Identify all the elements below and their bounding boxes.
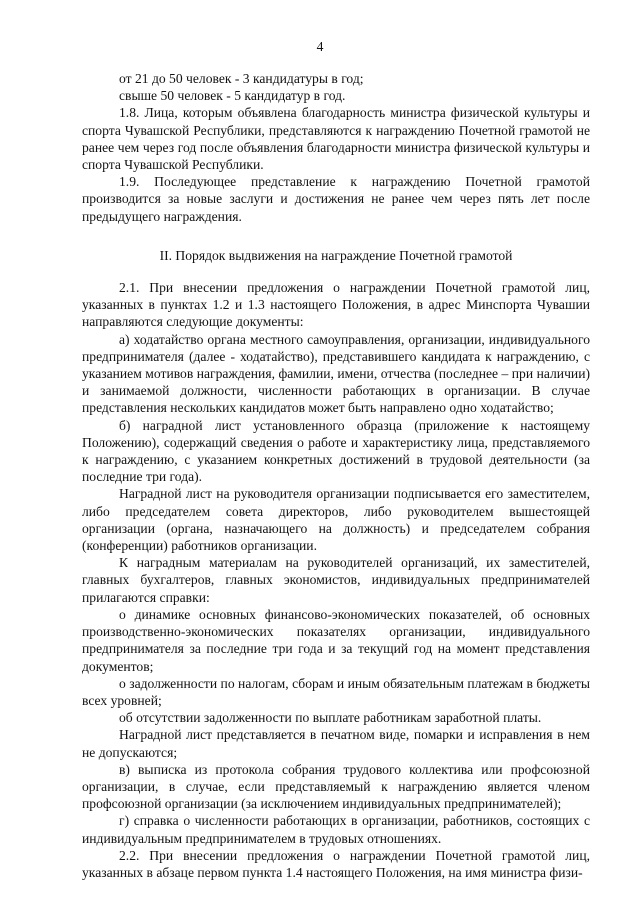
paragraph: 2.2. При внесении предложения о награждении Почетной грамотой лиц, указанных в абзаце первом пункта 1.4 настоящего Положения, на имя министра физи- xyxy=(82,847,590,880)
paragraph: г) справка о численности работающих в организации, работников, состоящих с индивидуальным предпринимателем в трудовых отношениях. xyxy=(82,813,590,846)
paragraph: а) ходатайство органа местного самоуправления, организации, индивидуального предпринимателя (далее - ходатайство), представившего кандидата к награждению, с указанием мотивов награждения, фамилии, имени, отчества (последнее – при наличии) и занимаемой должности, численности работающих в организации. В случае представления нескольких кандидатов может быть направлено одно ходатайство; xyxy=(82,331,590,416)
paragraph: 2.1. При внесении предложения о награждении Почетной грамотой лиц, указанных в пунктах 1.2 и 1.3 настоящего Положения, в адрес Минспорта Чувашии направляются следующие документы: xyxy=(82,280,590,330)
paragraph: К наградным материалам на руководителей организаций, их заместителей, главных бухгалтеров, главных экономистов, индивидуальных предпринимателей прилагаются справки: xyxy=(82,555,590,605)
document-body xyxy=(82,70,590,881)
page-number: 4 xyxy=(316,39,324,54)
paragraph: о задолженности по налогам, сборам и иным обязательным платежам в бюджеты всех уровней; xyxy=(82,675,590,708)
paragraph: от 21 до 50 человек - 3 кандидатуры в год; xyxy=(119,71,364,86)
paragraph: о динамике основных финансово-экономических показателей, об основных производственно-экономических показателях организации, индивидуального предпринимателя за последние три года и за текущий год на момент представления документов; xyxy=(82,606,590,674)
paragraph: Наградной лист представляется в печатном виде, помарки и исправления в нем не допускаются; xyxy=(82,727,590,760)
paragraph: 1.8. Лица, которым объявлена благодарность министра физической культуры и спорта Чувашской Республики, представляются к награждению Почетной грамотой не ранее чем через год после объявления благодарности министра физической культуры и спорта Чувашской Республики. xyxy=(82,105,590,173)
paragraph: в) выписка из протокола собрания трудового коллектива или профсоюзной организации, в случае, если представляемый к награждению является членом профсоюзной организации (за исключением индивидуальных предпринимателей); xyxy=(82,761,590,812)
paragraph: б) наградной лист установленного образца (приложение к настоящему Положению), содержащий сведения о работе и характеристику лица, представляемого к награждению, с указанием конкретных достижений в трудовой деятельности (за последние три года). xyxy=(82,417,590,485)
paragraph: 1.9. Последующее представление к награждению Почетной грамотой производится за новые заслуги и достижения не ранее чем через пять лет после предыдущего награждения. xyxy=(82,174,590,224)
paragraph: свыше 50 человек - 5 кандидатур в год. xyxy=(119,88,346,104)
section-heading: II. Порядок выдвижения на награждение Почетной грамотой xyxy=(159,247,513,263)
paragraph: об отсутствии задолженности по выплате работникам заработной платы. xyxy=(119,710,542,726)
paragraph: Наградной лист на руководителя организации подписывается его заместителем, либо председателем совета директоров, либо руководителем вышестоящей организации (органа, назначающего на должность) и председателем собрания (конференции) работников организации. xyxy=(82,486,590,554)
